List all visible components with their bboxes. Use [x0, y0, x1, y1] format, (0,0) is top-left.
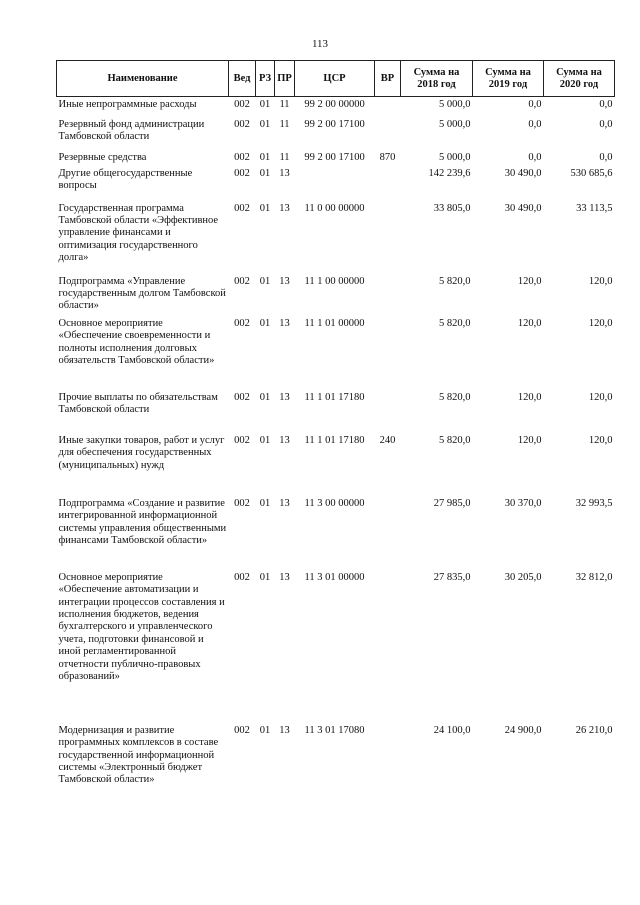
- row-rz: 01: [259, 497, 271, 509]
- row-sum-2019: 120,0: [517, 317, 542, 329]
- row-pr: 13: [279, 317, 290, 329]
- row-csr: 11 1 01 00000: [304, 317, 365, 329]
- row-sum-2018: 5 820,0: [439, 317, 471, 329]
- row-vr: [375, 313, 401, 387]
- row-name: Государственная программа Тамбовской области «Эффективное управление финансами и оптимизация государственного долга»: [58, 202, 219, 264]
- row-pr: 13: [279, 275, 290, 287]
- table-header: [57, 61, 615, 97]
- row-name: Подпрограмма «Управление государственным долгом Тамбовской области»: [58, 275, 226, 312]
- row-ved: 002: [234, 275, 250, 287]
- row-sum-2018: 5 820,0: [439, 391, 471, 403]
- row-sum-2018: 5 820,0: [439, 434, 471, 446]
- header-name: Наименование: [57, 61, 229, 97]
- table-row: [57, 313, 615, 387]
- row-pr: 13: [279, 724, 290, 736]
- row-rz: 01: [259, 275, 271, 287]
- row-csr: [295, 166, 375, 196]
- table-row: [57, 196, 615, 269]
- row-name: Другие общегосударственные вопросы: [58, 167, 193, 191]
- header-sum-2018: Сумма на 2018 год: [401, 61, 473, 97]
- row-pr: 13: [279, 391, 290, 403]
- row-csr: 99 2 00 17100: [304, 151, 365, 163]
- table-row: [57, 717, 615, 807]
- row-vr: [375, 387, 401, 430]
- page-number: 113: [311, 38, 329, 50]
- row-ved: 002: [234, 99, 250, 110]
- row-csr: 11 3 00 00000: [304, 497, 365, 509]
- row-sum-2019: 30 370,0: [504, 497, 542, 509]
- header-rz: РЗ: [256, 61, 275, 97]
- table-row: [57, 566, 615, 717]
- row-sum-2020: 120,0: [588, 317, 613, 329]
- table-row: [57, 146, 615, 166]
- row-sum-2018: 5 000,0: [439, 99, 471, 110]
- row-csr: 99 2 00 17100: [304, 118, 365, 130]
- row-sum-2020: 33 113,5: [576, 202, 613, 214]
- row-pr: 11: [279, 99, 290, 110]
- row-name: Модернизация и развитие программных комплексов в составе государственной информационной системы «Электронный бюджет Тамбовской области»: [58, 724, 219, 786]
- row-sum-2020: 120,0: [588, 434, 613, 446]
- row-rz: 01: [259, 391, 271, 403]
- row-ved: 002: [234, 202, 250, 214]
- header-ved: Вед: [229, 61, 256, 97]
- row-vr: [375, 97, 401, 116]
- row-pr: 13: [279, 571, 290, 583]
- row-sum-2018: 5 820,0: [439, 275, 471, 287]
- row-csr: 11 3 01 17080: [304, 724, 365, 736]
- header-pr: ПР: [275, 61, 295, 97]
- table-row: [57, 269, 615, 313]
- row-pr: 13: [279, 434, 290, 446]
- row-sum-2019: 30 490,0: [504, 202, 542, 214]
- row-rz: 01: [259, 167, 271, 179]
- row-name: Резервные средства: [58, 151, 147, 163]
- row-rz: 01: [259, 724, 271, 736]
- row-ved: 002: [234, 497, 250, 509]
- row-name: Иные закупки товаров, работ и услуг для обеспечения государственных (муниципальных) нужд: [58, 434, 225, 471]
- row-sum-2018: 24 100,0: [433, 724, 471, 736]
- table-row: [57, 492, 615, 566]
- row-sum-2020: 0,0: [599, 151, 613, 163]
- row-vr: [375, 196, 401, 269]
- header-sum-2020: Сумма на 2020 год: [544, 61, 615, 97]
- row-csr: 11 1 00 00000: [304, 275, 365, 287]
- row-name: Резервный фонд администрации Тамбовской области: [58, 118, 205, 142]
- row-pr: 11: [279, 118, 290, 130]
- row-sum-2019: 0,0: [528, 118, 542, 130]
- row-ved: 002: [234, 391, 250, 403]
- row-sum-2020: 32 812,0: [575, 571, 613, 583]
- row-csr: 11 1 01 17180: [304, 434, 365, 446]
- budget-table: [56, 60, 615, 807]
- row-vr: 870: [379, 151, 396, 163]
- row-csr: 99 2 00 00000: [304, 99, 365, 110]
- row-name: Основное мероприятие «Обеспечение автоматизации и интеграции процессов составления и исполнения бюджетов, ведения бухгалтерского и управленческого учета, подготовки финансовой и иной регламентированной отчетности публично-правовых образований»: [58, 571, 225, 682]
- row-vr: [375, 566, 401, 717]
- row-sum-2020: 32 993,5: [575, 497, 613, 509]
- row-ved: 002: [234, 434, 250, 446]
- row-vr: [375, 116, 401, 146]
- table-row: [57, 166, 615, 196]
- row-sum-2018: 5 000,0: [439, 151, 471, 163]
- row-name: Прочие выплаты по обязательствам Тамбовской области: [58, 391, 218, 416]
- row-rz: 01: [259, 118, 271, 130]
- table-row: [57, 97, 615, 116]
- row-sum-2019: 0,0: [528, 151, 542, 163]
- row-ved: 002: [234, 724, 250, 736]
- row-sum-2019: 120,0: [517, 391, 542, 403]
- row-rz: 01: [259, 571, 271, 583]
- row-name: Основное мероприятие «Обеспечение своевременности и полноты исполнения долговых обязательств Тамбовской области»: [58, 317, 215, 366]
- row-sum-2020: 120,0: [588, 391, 613, 403]
- row-sum-2020: 0,0: [599, 118, 613, 130]
- row-csr: 11 1 01 17180: [304, 391, 365, 403]
- table-row: [57, 430, 615, 492]
- row-sum-2018: 33 805,0: [433, 202, 471, 214]
- row-name: Иные непрограммные расходы: [58, 99, 197, 110]
- row-pr: 13: [279, 497, 290, 509]
- row-ved: 002: [234, 167, 250, 179]
- header-vr: ВР: [375, 61, 401, 97]
- row-sum-2020: 530 685,6: [570, 167, 613, 179]
- row-csr: 11 0 00 00000: [304, 202, 365, 214]
- header-sum-2019: Сумма на 2019 год: [473, 61, 544, 97]
- row-rz: 01: [259, 434, 271, 446]
- row-ved: 002: [234, 317, 250, 329]
- row-sum-2019: 30 490,0: [504, 167, 542, 179]
- header-csr: ЦСР: [295, 61, 375, 97]
- row-sum-2018: 27 835,0: [433, 571, 471, 583]
- row-vr: 240: [379, 434, 396, 446]
- row-sum-2020: 26 210,0: [575, 724, 613, 736]
- row-sum-2020: 120,0: [588, 275, 613, 287]
- row-rz: 01: [259, 317, 271, 329]
- row-sum-2019: 24 900,0: [504, 724, 542, 736]
- table-row: [57, 116, 615, 146]
- row-ved: 002: [234, 571, 250, 583]
- row-pr: 11: [279, 151, 290, 163]
- row-rz: 01: [259, 99, 271, 110]
- row-sum-2019: 120,0: [517, 275, 542, 287]
- row-sum-2019: 30 205,0: [504, 571, 542, 583]
- row-vr: [375, 166, 401, 196]
- row-rz: 01: [259, 202, 271, 214]
- row-name: Подпрограмма «Создание и развитие интегрированной информационной системы управления общественными финансами Тамбовской области»: [58, 497, 227, 546]
- table-body: [57, 97, 615, 807]
- row-ved: 002: [234, 118, 250, 130]
- row-vr: [375, 269, 401, 313]
- table-row: [57, 387, 615, 430]
- row-sum-2018: 5 000,0: [439, 118, 471, 130]
- row-sum-2019: 120,0: [517, 434, 542, 446]
- row-sum-2020: 0,0: [599, 99, 613, 110]
- row-ved: 002: [234, 151, 250, 163]
- row-sum-2018: 142 239,6: [428, 167, 471, 179]
- row-csr: 11 3 01 00000: [304, 571, 365, 583]
- row-rz: 01: [259, 151, 271, 163]
- row-pr: 13: [279, 167, 290, 179]
- row-sum-2018: 27 985,0: [433, 497, 471, 509]
- row-pr: 13: [279, 202, 290, 214]
- row-vr: [375, 717, 401, 807]
- row-vr: [375, 492, 401, 566]
- row-sum-2019: 0,0: [528, 99, 542, 110]
